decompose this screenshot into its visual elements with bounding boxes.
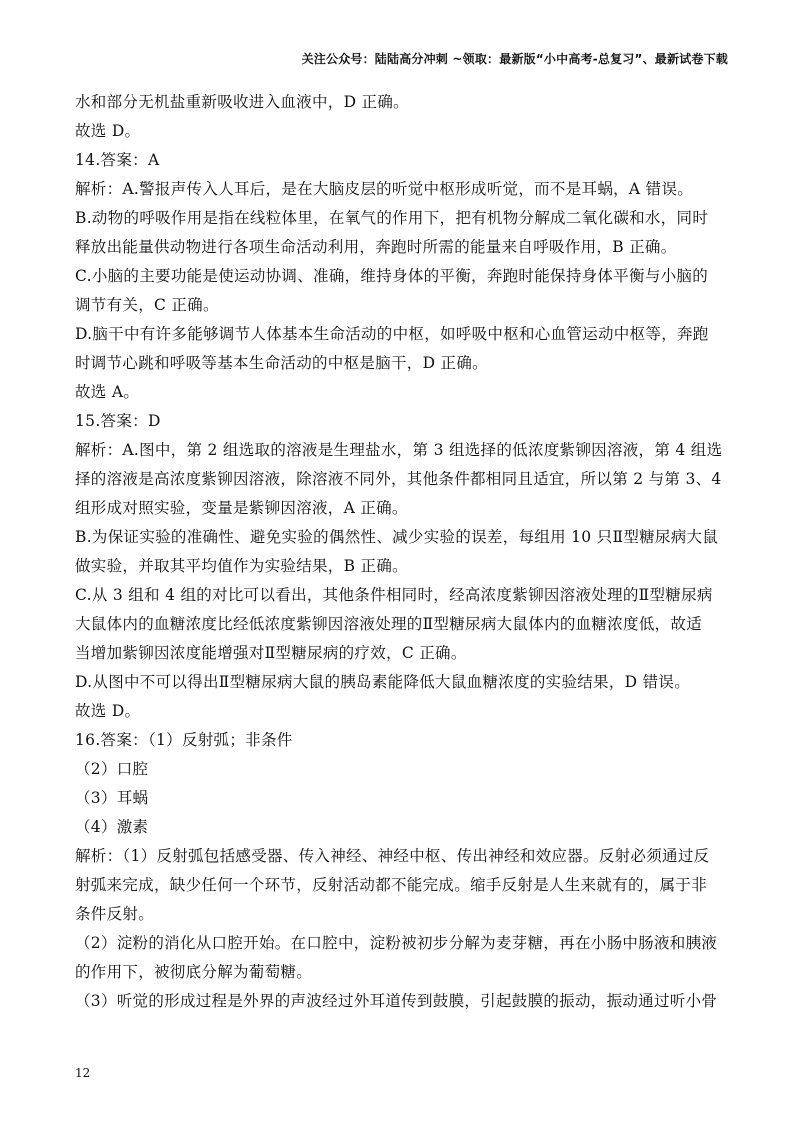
text-line: D.从图中不可以得出Ⅱ型糖尿病大鼠的胰岛素能降低大鼠血糖浓度的实验结果，D 错误。 [75,673,690,691]
text-line: 大鼠体内的血糖浓度比经低浓度紫铆因溶液处理的Ⅱ型糖尿病大鼠体内的血糖浓度低，故适 [75,615,703,633]
page-header: 关注公众号：陆陆高分冲刺 ~领取：最新版“小中高考-总复习”、最新试卷下载 [301,52,728,66]
text-line: 组形成对照实验，变量是紫铆因溶液，A 正确。 [75,499,408,517]
text-line: 射弧来完成，缺少任何一个环节，反射活动都不能完成。缩手反射是人生来就有的，属于非 [75,876,708,894]
answer-line: 14.答案：A [75,151,160,169]
text-line: 条件反射。 [75,905,155,923]
text-line: 择的溶液是高浓度紫铆因溶液，除溶液不同外，其他条件都相同且适宜，所以第 2 与第 3、4 [75,470,722,488]
page-number: 12 [75,1066,91,1080]
text-line: （3）耳蜗 [75,789,149,807]
text-line: D.脑干中有许多能够调节人体基本生命活动的中枢，如呼吸中枢和心血管运动中枢等，奔跑 [75,325,709,343]
document-body [75,88,730,1016]
text-line: C.小脑的主要功能是使运动协调、准确，维持身体的平衡，奔跑时能保持身体平衡与小脑的 [75,267,709,285]
text-line: C.从 3 组和 4 组的对比可以看出，其他条件相同时，经高浓度紫铆因溶液处理的Ⅱ型糖尿病 [75,586,713,604]
text-line: （3）听觉的形成过程是外界的声波经过外耳道传到鼓膜，引起鼓膜的振动，振动通过听小骨 [75,992,718,1010]
text-line: 故选 A。 [75,383,140,401]
text-line: 解析：A.警报声传入人耳后，是在大脑皮层的听觉中枢形成听觉，而不是耳蜗，A 错误。 [75,180,694,198]
text-line: 做实验，并取其平均值作为实验结果，B 正确。 [75,557,408,575]
text-line: 解析：A.图中，第 2 组选取的溶液是生理盐水，第 3 组选择的低浓度紫铆因溶液，第 4 组选 [75,441,723,459]
text-line: （2）淀粉的消化从口腔开始。在口腔中，淀粉被初步分解为麦芽糖，再在小肠中肠液和胰液 [75,934,718,952]
answer-line: 15.答案：D [75,412,161,430]
answer-line: 16.答案：（1）反射弧；非条件 [75,731,293,749]
text-line: （2）口腔 [75,760,149,778]
text-line: 时调节心跳和呼吸等基本生命活动的中枢是脑干，D 正确。 [75,354,488,372]
text-line: 释放出能量供动物进行各项生命活动利用，奔跑时所需的能量来自呼吸作用，B 正确。 [75,238,677,256]
text-line: 的作用下，被彻底分解为葡萄糖。 [75,963,313,981]
text-line: 水和部分无机盐重新吸收进入血液中，D 正确。 [75,93,409,111]
text-line: 当增加紫铆因浓度能增强对Ⅱ型糖尿病的疗效，C 正确。 [75,644,467,662]
text-line: （4）激素 [75,818,149,836]
text-line: B.为保证实验的准确性、避免实验的偶然性、减少实验的误差，每组用 10 只Ⅱ型糖尿病大鼠 [75,528,719,546]
text-line: 调节有关，C 正确。 [75,296,219,314]
text-line: B.动物的呼吸作用是指在线粒体里，在氧气的作用下，把有机物分解成二氧化碳和水，同时 [75,209,709,227]
text-line: 故选 D。 [75,122,141,140]
text-line: 故选 D。 [75,702,141,720]
text-line: 解析：（1）反射弧包括感受器、传入神经、神经中枢、传出神经和效应器。反射必须通过反 [75,847,710,865]
